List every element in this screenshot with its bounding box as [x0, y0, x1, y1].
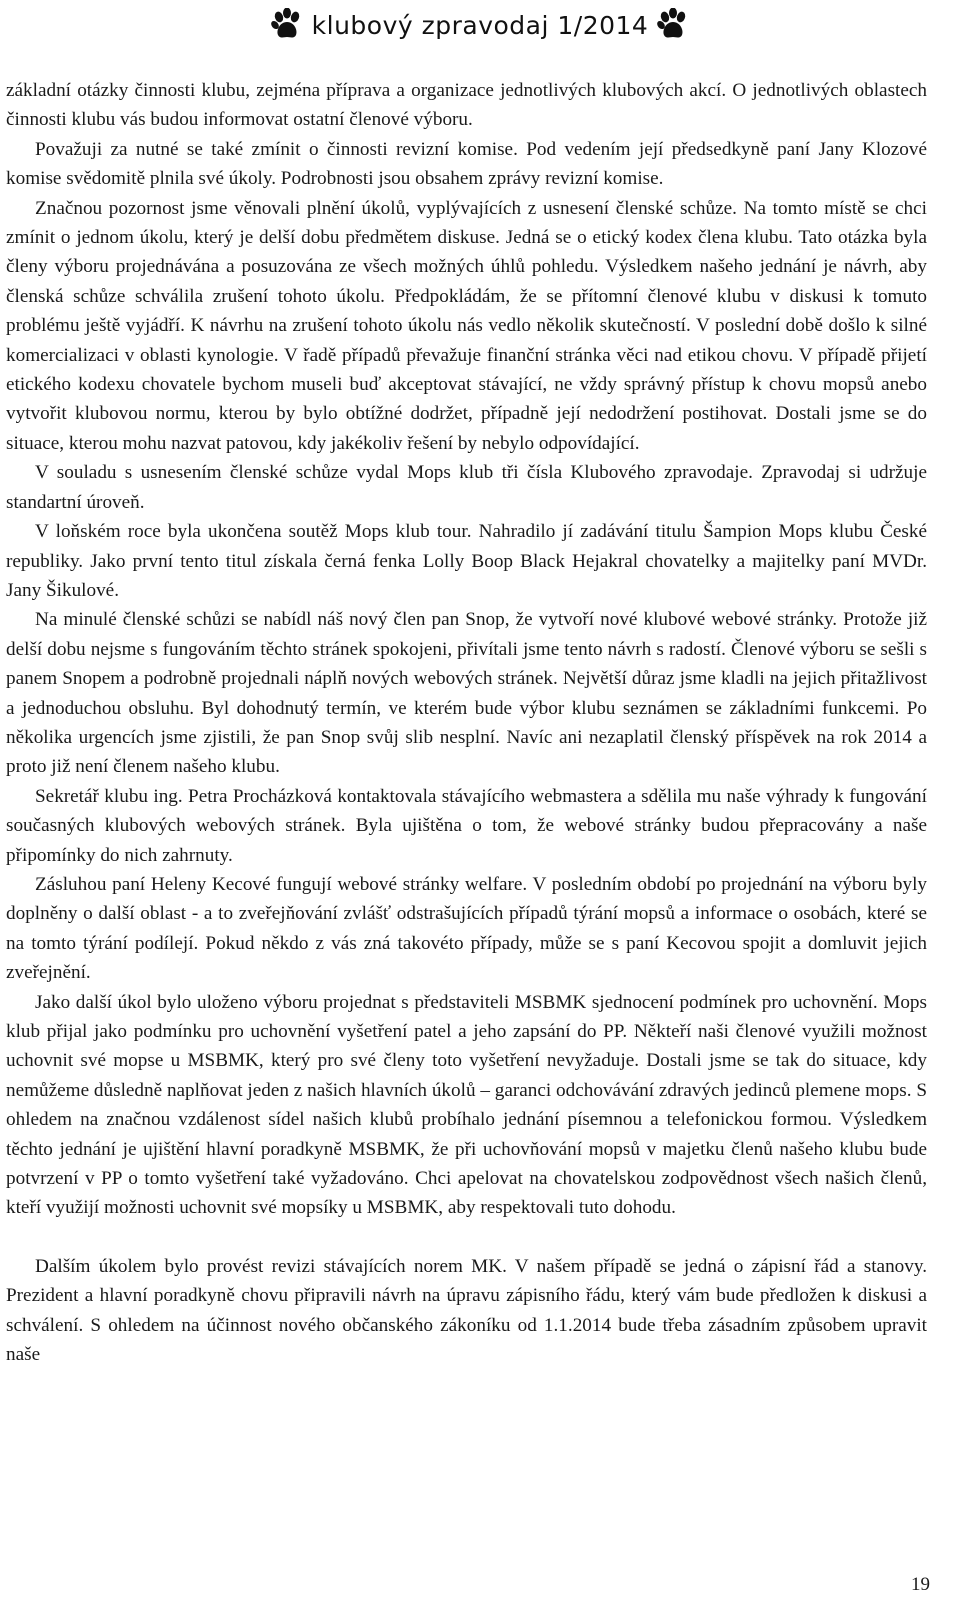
page-header — [0, 2, 960, 48]
paragraph: Dalším úkolem bylo provést revizi stávajících norem MK. V našem případě se jedná o zápisní řád a stanovy. Prezident a hlavní poradkyně chovu připravili návrh na úpravu zápisního řádu, který vám bude předložen k diskusi a schválení. S ohledem na účinnost nového občanského zákoníku od 1.1.2014 bude třeba zásadním způsobem upravit naše — [6, 1255, 927, 1366]
paragraph: základní otázky činnosti klubu, zejména příprava a organizace jednotlivých klubových akcí. O jednotlivých oblastech činnosti klubu vás budou informovat ostatní členové výboru. — [6, 80, 927, 131]
header-title: klubový zpravodaj 1/2014 — [311, 10, 649, 40]
paw-icon — [270, 8, 304, 42]
paragraph: V souladu s usnesením členské schůze vydal Mops klub tři čísla Klubového zpravodaje. Zpravodaj si udržuje standartní úroveň. — [6, 462, 927, 513]
paragraph: Považuji za nutné se také zmínit o činnosti revizní komise. Pod vedením její předsedkyně paní Jany Klozové komise svědomitě plnila své úkoly. Podrobnosti jsou obsahem zprávy revizní komise. — [6, 138, 927, 190]
article-body — [6, 76, 927, 1369]
paragraph: Zásluhou paní Heleny Kecové fungují webové stránky welfare. V posledním období po projednání na výboru byly doplněny o další oblast - a to zveřejňování zvlášť odstrašujících případů týrání mopsů a informace o osobách, které se na tomto týrání podílejí. Pokud někdo z vás zná takovéto případy, může se s paní Kecovou spojit a domluvit jejich zveřejnění. — [6, 873, 927, 984]
page-number: 19 — [911, 1574, 930, 1595]
paragraph: Na minulé členské schůzi se nabídl náš nový člen pan Snop, že vytvoří nové klubové webové stránky. Protože již delší dobu nejsme s fungováním těchto stránek spokojeni, přivítali jsme tento návrh s radostí. Členové výboru se sešli s panem Snopem a podrobně projednali náplň nových webových stránek. Největší důraz jsme kladli na jejich přitažlivost a jednoduchou obsluhu. Byl dohodnutý termín, ve kterém bude výbor klubu seznámen se základními funkcemi. Po několika urgencích jsme zjistili, že pan Snop svůj slib nesplní. Navíc ani nezaplatil členský příspěvek na rok 2014 a proto již není členem našeho klubu. — [6, 609, 927, 778]
paragraph: Jako další úkol bylo uloženo výboru projednat s představiteli MSBMK sjednocení podmínek pro uchovnění. Mops klub přijal jako podmínku pro uchovnění vyšetření patel a jeho zapsání do PP. Někteří naši členové využili možnost uchovnit své mopse u MSBMK, který pro své členy toto vyšetření nevyžaduje. Dostali jsme se tak do situace, kdy nemůžeme důsledně naplňovat jeden z našich hlavních úkolů – garanci odchovávání zdravých jedinců plemene mops. S ohledem na značnou vzdálenost sídel našich klubů probíhalo jednání písemnou a telefonickou formou. Výsledkem těchto jednání je ujištění hlavní poradkyně MSBMK, že při uchovňování mopsů v majetku členů našeho klubu bude potvrzení v PP o tomto vyšetření také vyžadováno. Chci apelovat na chovatelskou zodpovědnost všech našich členů, kteří využijí možnosti uchovnit své mopsíky u MSBMK, aby respektovali tuto dohodu. — [6, 991, 927, 1219]
paragraph: Značnou pozornost jsme věnovali plnění úkolů, vyplývajících z usnesení členské schůze. Na tomto místě se chci zmínit o jednom úkolu, který je delší dobu předmětem diskuse. Jedná se o etický kodex člena klubu. Tato otázka byla členy výboru projednávána a posuzována ze všech možných úhlů pohledu. Výsledkem našeho jednání je návrh, aby členská schůze schválila zrušení tohoto úkolu. Předpokládám, že se přítomní členové klubu v diskusi k tomuto problému ještě vyjádří. K návrhu na zrušení tohoto úkolu nás vedlo několik skutečností. V poslední době došlo k silné komercializaci v oblasti kynologie. V řadě případů převažuje finanční stránka věci nad etikou chovu. V případě přijetí etického kodexu chovatele bychom museli buď akceptovat stávající, ne vždy správný přístup k chovu mopsů anebo vytvořit klubovou normu, kterou by bylo obtížné dodržet, případně její nedodržení postihovat. Dostali jsme se do situace, kterou mohu nazvat patovou, kdy jakékoliv řešení by nebylo odpovídající. — [6, 197, 927, 454]
paragraph: V loňském roce byla ukončena soutěž Mops klub tour. Nahradilo jí zadávání titulu Šampion Mops klubu České republiky. Jako první tento titul získala černá fenka Lolly Boop Black Hejakral chovatelky a majitelky paní MVDr. Jany Šikulové. — [6, 521, 927, 601]
paragraph: Sekretář klubu ing. Petra Procházková kontaktovala stávajícího webmastera a sdělila mu naše výhrady k fungování současných klubových webových stránek. Byla ujištěna o tom, že webové stránky budou přepracovány a naše připomínky do nich zahrnuty. — [6, 785, 927, 866]
paw-icon — [656, 8, 690, 42]
